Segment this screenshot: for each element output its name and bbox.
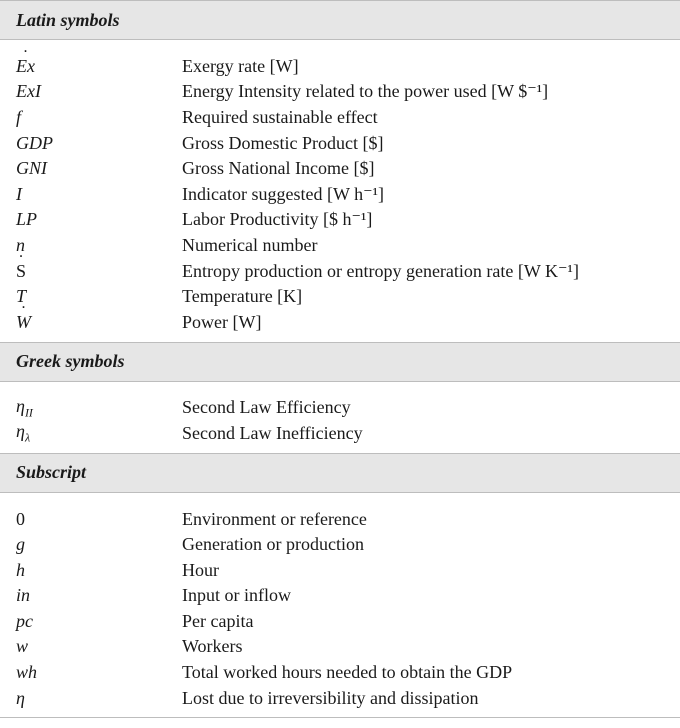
table-row	[0, 557, 680, 583]
symbol-cell: LP	[16, 209, 38, 230]
table-row	[0, 395, 680, 421]
symbol-text: η	[16, 395, 25, 416]
symbol-text: η	[16, 421, 25, 442]
symbol-cell: 0	[16, 508, 25, 529]
section-title: Subscript	[16, 462, 87, 483]
description-cell: Second Law Inefficiency	[182, 422, 363, 443]
table-row	[0, 634, 680, 660]
symbol-cell: ExI	[16, 81, 41, 102]
symbol-cell: w	[16, 636, 29, 657]
symbol-cell: in	[16, 585, 31, 606]
table-row	[0, 53, 680, 79]
table-row	[0, 583, 680, 609]
symbol-cell: g	[16, 534, 25, 555]
section-header-latin	[0, 0, 680, 40]
symbol-subscript: λ	[24, 430, 31, 445]
table-row	[0, 685, 680, 711]
table-row	[0, 420, 680, 446]
symbol-cell: h	[16, 559, 25, 580]
section-body-greek	[0, 382, 680, 453]
description-cell: Entropy production or entropy generation rate [W K⁻¹]	[182, 260, 579, 281]
symbol-text: ˙ Ex	[16, 57, 35, 75]
symbol-subscript: II	[24, 405, 33, 420]
description-cell: Lost due to irreversibility and dissipation	[182, 687, 479, 708]
description-cell: Generation or production	[182, 534, 364, 555]
symbol-cell: f	[16, 106, 22, 127]
section-title: Latin symbols	[16, 9, 120, 30]
table-row	[0, 506, 680, 532]
description-cell: Numerical number	[182, 234, 318, 255]
description-cell: Second Law Efficiency	[182, 397, 351, 418]
symbol-cell	[0, 422, 182, 444]
symbol-cell	[0, 57, 182, 75]
symbol-cell	[0, 262, 182, 280]
description-cell: Required sustainable effect	[182, 106, 378, 127]
description-cell: Power [W]	[182, 311, 262, 332]
table-row	[0, 309, 680, 335]
table-row	[0, 130, 680, 156]
description-cell: Temperature [K]	[182, 286, 303, 307]
symbol-cell: GDP	[16, 132, 53, 153]
symbol-cell: I	[16, 183, 22, 204]
description-cell: Per capita	[182, 610, 254, 631]
section-header-subscript	[0, 453, 680, 493]
symbol-cell	[0, 313, 182, 331]
description-cell: Energy Intensity related to the power used [W $⁻¹]	[182, 81, 549, 102]
description-cell: Labor Productivity [$ h⁻¹]	[182, 209, 373, 230]
table-row	[0, 258, 680, 284]
symbol-cell: T	[16, 286, 27, 307]
symbol-cell: n	[16, 234, 25, 255]
description-cell: Indicator suggested [W h⁻¹]	[182, 183, 385, 204]
symbol-cell: wh	[16, 662, 38, 683]
description-cell: Environment or reference	[182, 508, 367, 529]
table-row	[0, 659, 680, 685]
symbol-text: ˙ S	[16, 262, 26, 280]
table-row	[0, 232, 680, 258]
section-header-greek	[0, 342, 680, 382]
description-cell: Workers	[182, 636, 243, 657]
symbol-cell	[0, 397, 182, 419]
description-cell: Input or inflow	[182, 585, 291, 606]
description-cell: Hour	[182, 559, 219, 580]
section-body-subscript	[0, 493, 680, 719]
section-title: Greek symbols	[16, 351, 125, 372]
description-cell: Gross Domestic Product [$]	[182, 132, 384, 153]
description-cell: Total worked hours needed to obtain the GDP	[182, 662, 513, 683]
table-row	[0, 79, 680, 105]
symbol-text: ˙ W	[16, 313, 31, 331]
description-cell: Exergy rate [W]	[182, 55, 299, 76]
description-cell: Gross National Income [$]	[182, 158, 375, 179]
symbol-cell: pc	[16, 610, 33, 631]
table-row	[0, 207, 680, 233]
table-row	[0, 608, 680, 634]
table-row	[0, 155, 680, 181]
symbol-cell: GNI	[16, 158, 47, 179]
table-row	[0, 181, 680, 207]
table-row	[0, 283, 680, 309]
section-body-latin	[0, 40, 680, 342]
table-row	[0, 531, 680, 557]
table-row	[0, 104, 680, 130]
symbol-cell: η	[16, 687, 25, 708]
